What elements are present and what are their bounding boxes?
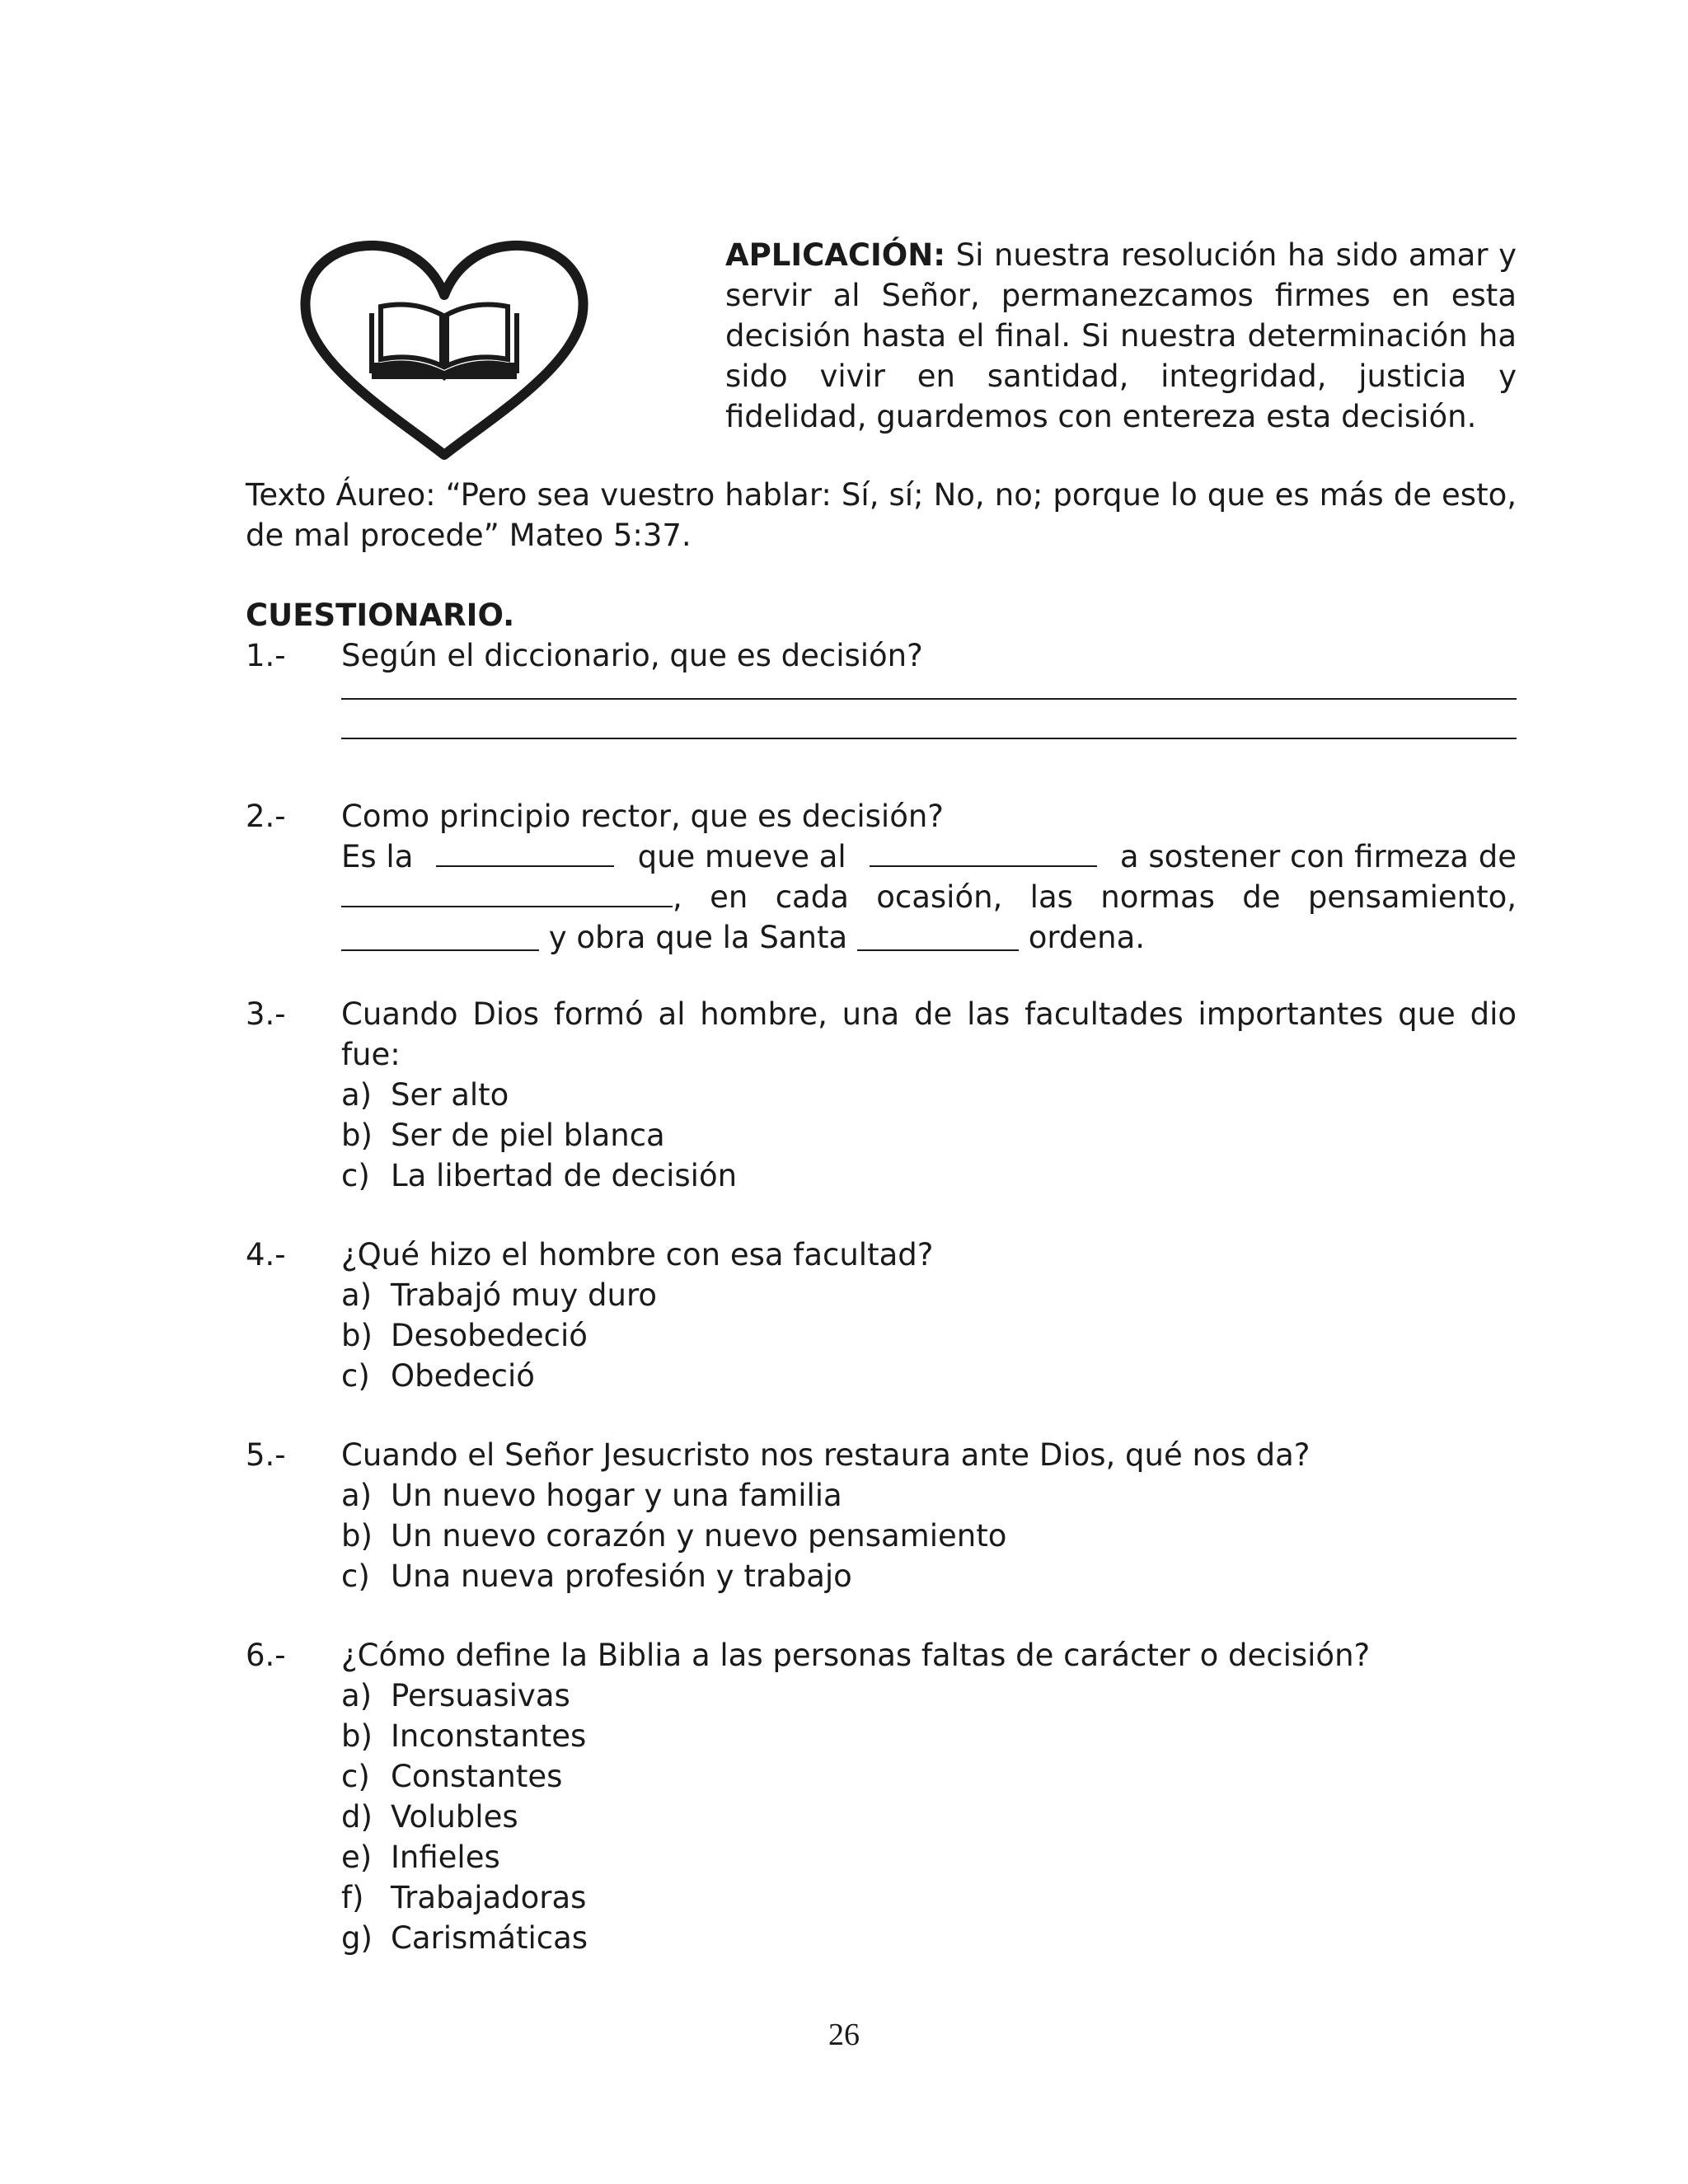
option-a[interactable]: a) Un nuevo hogar y una familia <box>341 1478 842 1513</box>
option-c[interactable]: c) Obedeció <box>341 1358 535 1394</box>
option-b[interactable]: b) Ser de piel blanca <box>341 1118 665 1153</box>
fill-in-row <box>341 877 1517 917</box>
question-text: Cuando Dios formó al hombre, una de las facultades importantes que dio fue: <box>341 996 1517 1072</box>
question-4 <box>246 1235 1517 1396</box>
question-text: ¿Qué hizo el hombre con esa facultad? <box>341 1237 934 1272</box>
option-c[interactable]: c) Una nueva profesión y trabajo <box>341 1558 852 1594</box>
question-6 <box>246 1635 1517 1958</box>
option-d[interactable]: d) Volubles <box>341 1799 518 1835</box>
option-c[interactable]: c) Constantes <box>341 1759 563 1794</box>
fill-in-row <box>341 917 1517 958</box>
fill-blank[interactable] <box>857 923 1019 951</box>
option-e[interactable]: e) Infieles <box>341 1840 500 1875</box>
question-1 <box>246 635 1517 739</box>
question-text: ¿Cómo define la Biblia a las personas faltas de carácter o decisión? <box>341 1638 1371 1673</box>
fill-text: , en cada ocasión, las normas de pensamiento, <box>673 879 1517 915</box>
question-3 <box>246 994 1517 1196</box>
option-c[interactable]: c) La libertad de decisión <box>341 1158 738 1193</box>
aplicacion-text: Si nuestra resolución ha sido amar y servir al Señor, permanezcamos firmes en esta decisión hasta el final. Si nuestra determinación ha sido vivir en santidad, integridad, justicia y fidelidad, guardemos con entereza esta decisión. <box>725 237 1517 434</box>
question-text: Según el diccionario, que es decisión? <box>341 638 923 673</box>
page-number: 26 <box>828 2018 860 2052</box>
fill-text: y obra que la Santa <box>548 920 848 955</box>
fill-blank[interactable] <box>341 879 673 907</box>
aplicacion-label: APLICACIÓN: <box>725 237 946 273</box>
fill-in-row <box>341 837 1517 877</box>
question-number: 5.- <box>246 1437 286 1473</box>
option-b[interactable]: b) Inconstantes <box>341 1718 587 1754</box>
option-a[interactable]: a) Ser alto <box>341 1077 509 1113</box>
answer-line[interactable] <box>341 738 1517 739</box>
option-a[interactable]: a) Persuasivas <box>341 1678 570 1713</box>
question-number: 3.- <box>246 996 286 1032</box>
fill-text: que mueve al <box>637 839 846 874</box>
question-text: Cuando el Señor Jesucristo nos restaura ante Dios, qué nos da? <box>341 1437 1311 1473</box>
aplicacion-paragraph <box>725 235 1517 437</box>
question-5 <box>246 1435 1517 1596</box>
question-number: 4.- <box>246 1237 286 1272</box>
question-number: 1.- <box>246 638 286 673</box>
option-a[interactable]: a) Trabajó muy duro <box>341 1277 658 1313</box>
fill-blank[interactable] <box>341 923 539 951</box>
fill-blank[interactable] <box>436 839 614 867</box>
option-f[interactable]: f) Trabajadoras <box>341 1880 587 1915</box>
option-g[interactable]: g) Carismáticas <box>341 1920 588 1956</box>
texto-aureo: Texto Áureo: “Pero sea vuestro hablar: Sí, sí; No, no; porque lo que es más de esto, de mal procede” Mateo 5:37. <box>246 477 1517 553</box>
heart-bible-icon <box>300 239 588 462</box>
question-text: Como principio rector, que es decisión? <box>341 799 944 834</box>
option-b[interactable]: b) Desobedeció <box>341 1318 588 1353</box>
fill-text: ordena. <box>1028 920 1146 955</box>
option-b[interactable]: b) Un nuevo corazón y nuevo pensamiento <box>341 1518 1007 1554</box>
question-2 <box>246 796 1517 958</box>
question-number: 2.- <box>246 799 286 834</box>
fill-blank[interactable] <box>870 839 1097 867</box>
fill-text: Es la <box>341 839 414 874</box>
fill-text: a sostener con firmeza de <box>1119 839 1517 874</box>
answer-line[interactable] <box>341 698 1517 700</box>
question-number: 6.- <box>246 1638 286 1673</box>
cuestionario-title: CUESTIONARIO. <box>246 598 515 633</box>
